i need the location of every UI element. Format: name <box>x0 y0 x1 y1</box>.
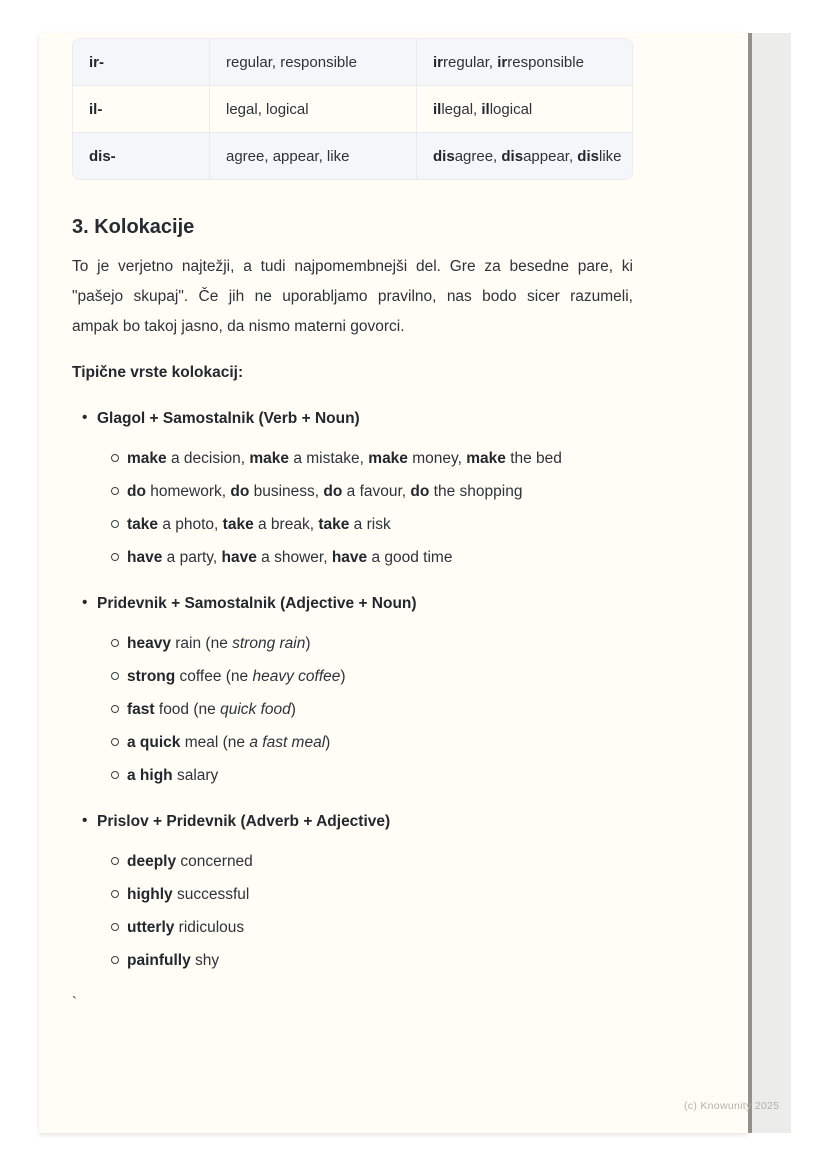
list-item-text: take a photo, take a break, take a risk <box>127 516 391 533</box>
section-bullet-title <box>72 813 633 831</box>
list-item-text: a high salary <box>127 767 219 784</box>
section-title-text: Pridevnik + Samostalnik (Adjective + Noun) <box>97 595 417 612</box>
circle-bullet-icon <box>111 857 119 865</box>
circle-bullet-icon <box>111 553 119 561</box>
prefix-cell: dis- <box>73 133 210 180</box>
section-bullet-title <box>72 410 633 428</box>
prefix-table <box>72 38 633 180</box>
result-cell: irregular, irresponsible <box>417 39 633 86</box>
collocations-list <box>72 410 633 970</box>
document-page <box>39 33 748 1133</box>
table-row <box>73 133 632 180</box>
circle-bullet-icon <box>111 738 119 746</box>
circle-bullet-icon <box>111 639 119 647</box>
list-item-text: have a party, have a shower, have a good time <box>127 549 453 566</box>
list-item <box>72 952 633 970</box>
list-item-text: deeply concerned <box>127 853 253 870</box>
result-cell: disagree, disappear, dislike <box>417 133 633 180</box>
circle-bullet-icon <box>111 454 119 462</box>
list-item-text: fast food (ne quick food) <box>127 701 296 718</box>
result-cell: illegal, illogical <box>417 86 633 133</box>
page-edge-strip <box>748 33 791 1133</box>
list-item-text: strong coffee (ne heavy coffee) <box>127 668 346 685</box>
watermark: (c) Knowunity 2025 <box>684 1100 780 1112</box>
table-row <box>73 86 632 133</box>
paragraph-line: "pašejo skupaj". Če jih ne uporabljamo pravilno, nas bodo sicer razumeli, <box>72 288 633 305</box>
circle-bullet-icon <box>111 672 119 680</box>
page-content <box>39 33 633 1011</box>
circle-bullet-icon <box>111 923 119 931</box>
list-item <box>72 886 633 904</box>
list-item <box>72 767 633 785</box>
list-item <box>72 668 633 686</box>
list-item <box>72 919 633 937</box>
circle-bullet-icon <box>111 956 119 964</box>
section-heading: 3. Kolokacije <box>72 216 195 238</box>
list-item <box>72 853 633 871</box>
disc-bullet-icon: • <box>82 409 88 426</box>
list-item-text: make a decision, make a mistake, make money, make the bed <box>127 450 562 467</box>
disc-bullet-icon: • <box>82 812 88 829</box>
stray-backtick-char: ` <box>72 994 77 1011</box>
prefix-cell: ir- <box>73 39 210 86</box>
subheading: Tipične vrste kolokacij: <box>72 364 244 381</box>
examples-cell: regular, responsible <box>210 39 417 86</box>
list-item <box>72 734 633 752</box>
circle-bullet-icon <box>111 771 119 779</box>
disc-bullet-icon: • <box>82 594 88 611</box>
circle-bullet-icon <box>111 520 119 528</box>
list-item-text: utterly ridiculous <box>127 919 245 936</box>
list-item <box>72 701 633 719</box>
list-item-text: heavy rain (ne strong rain) <box>127 635 311 652</box>
circle-bullet-icon <box>111 487 119 495</box>
circle-bullet-icon <box>111 705 119 713</box>
examples-cell: legal, logical <box>210 86 417 133</box>
prefix-cell: il- <box>73 86 210 133</box>
paragraph-line: ampak bo takoj jasno, da nismo materni govorci. <box>72 318 405 335</box>
list-item <box>72 483 633 501</box>
list-item-text: painfully shy <box>127 952 220 969</box>
list-item-text: a quick meal (ne a fast meal) <box>127 734 331 751</box>
examples-cell: agree, appear, like <box>210 133 417 180</box>
list-item <box>72 450 633 468</box>
section-bullet-title <box>72 595 633 613</box>
list-item <box>72 516 633 534</box>
section-title-text: Prislov + Pridevnik (Adverb + Adjective) <box>97 813 391 830</box>
circle-bullet-icon <box>111 890 119 898</box>
list-item-text: do homework, do business, do a favour, do the shopping <box>127 483 523 500</box>
list-item <box>72 549 633 567</box>
paragraph <box>72 252 633 342</box>
list-item <box>72 635 633 653</box>
paragraph-line: To je verjetno najtežji, a tudi najpomembnejši del. Gre za besedne pare, ki <box>72 258 633 275</box>
list-item-text: highly successful <box>127 886 250 903</box>
table-row <box>73 39 632 86</box>
section-title-text: Glagol + Samostalnik (Verb + Noun) <box>97 410 360 427</box>
